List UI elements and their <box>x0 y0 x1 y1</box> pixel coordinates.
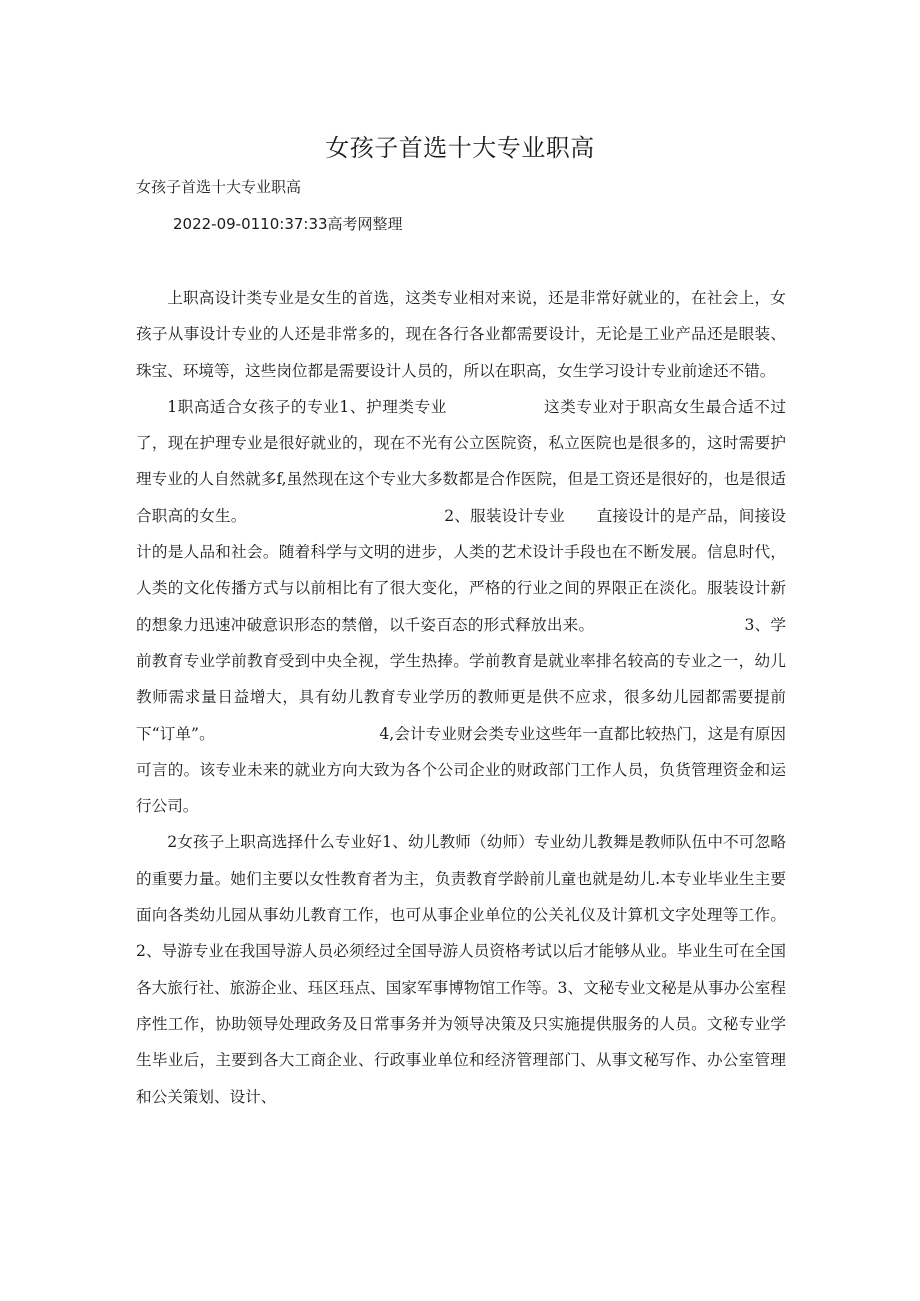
dateline <box>173 213 403 234</box>
paragraph-major-choices: 2女孩子上职高选择什么专业好1、幼儿教师（幼师）专业幼儿教舞是教师队伍中不可忽略的重要力量。她们主要以女性教育者为主，负责教育学龄前儿童也就是幼儿.本专业毕业生主要面向各类幼儿园从事幼儿教育工作，也可从事企业单位的公关礼仪及计算机文字处理等工作。2、导游专业在我国导游人员必须经过全国导游人员资格考试以后才能够从业。毕业生可在全国各大旅行社、旅游企业、珏区珏点、国家军事博物馆工作等。3、文秘专业文秘是从事办公室程序性工作，协助领导处理政务及日常事务并为领导决策及只实施提供服务的人员。文秘专业学生毕业后，主要到各大工商企业、行政事业单位和经济管理部门、从事文秘写作、办公室管理和公关策划、设计、 <box>136 833 786 1106</box>
paragraph-intro: 上职高设计类专业是女生的首选，这类专业相对来说，还是非常好就业的，在社会上，女孩子从事设计专业的人还是非常多的，现在各行各业都需要设计，无论是工业产品还是眼装、珠宝、环境等，这些岗位都是需要设计人员的，所以在职高，女生学习设计专业前途还不错。 <box>136 289 786 380</box>
source-label: 高考网整理 <box>327 215 403 233</box>
paragraph-suitable-majors: 1职高适合女孩子的专业1、护理类专业 这类专业对于职高女生最合适不过了，现在护理专业是很好就业的，现在不光有公立医院资，私立医院也是很多的，这时需要护理专业的人自然就多f,虽然现在这个专业大多数都是合作医院，但是工资还是很好的，也是很适合职高的女生。 2、服装设计专业 直接设计的是产品，间接设计的是人品和社会。随着科学与文明的进步，人类的艺术设计手段也在不断发展。信息时代，人类的文化传播方式与以前相比有了很大变化，严格的行业之间的界限正在淡化。服装设计新的想象力迅速冲破意识形态的禁僧，以千姿百态的形式释放出来。 3、学前教育专业学前教育受到中央全视，学生热捧。学前教育是就业率排名较高的专业之一，幼儿教师需求量日益增大，具有幼儿教育专业学历的教师更是供不应求，很多幼儿园都需要提前下“订单”。 4,会计专业财会类专业这些年一直都比较热门，这是有原因可言的。该专业未来的就业方向大致为各个公司企业的财政部门工作人员，负货管理资金和运行公司。 <box>136 397 786 816</box>
document-title: 女孩子首选十大专业职高 <box>325 134 595 162</box>
article-body <box>136 280 786 1115</box>
document-subtitle: 女孩子首选十大专业职高 <box>136 178 302 196</box>
publish-date: 2022-09-0110:37:33 <box>173 215 328 233</box>
